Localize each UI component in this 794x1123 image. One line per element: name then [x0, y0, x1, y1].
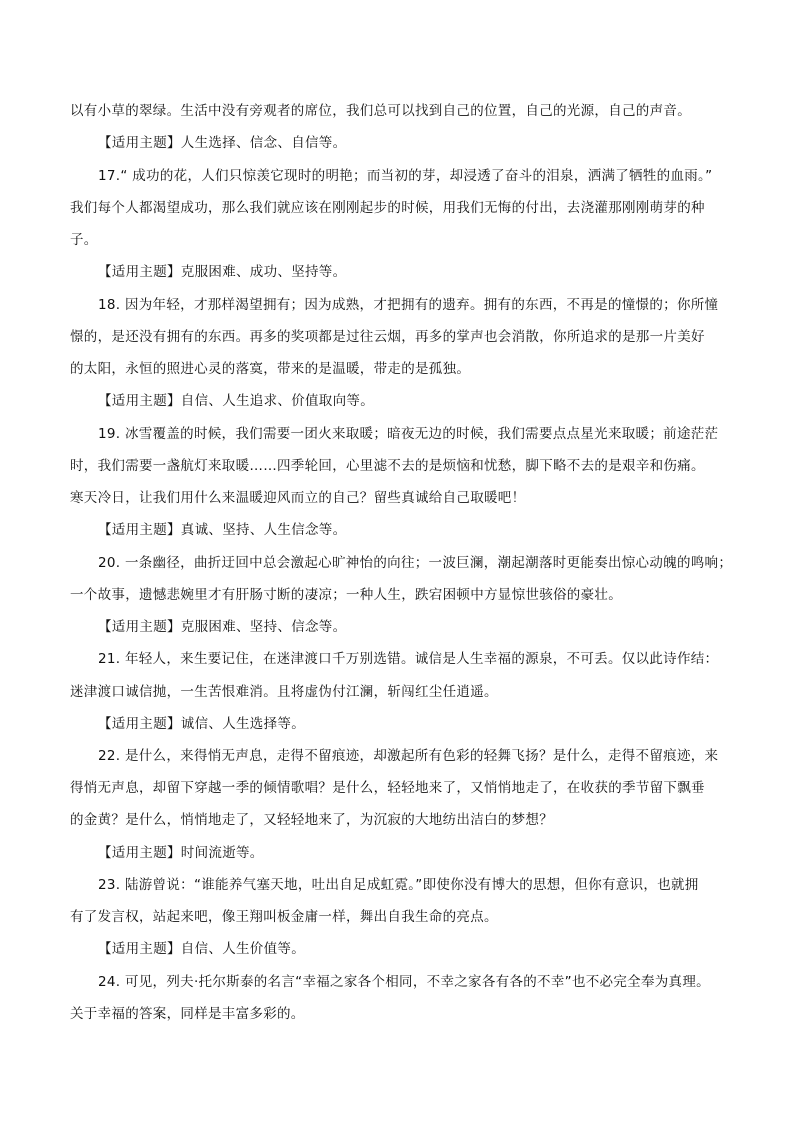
text-line: 一个故事，遗憾悲婉里才有肝肠寸断的凄凉；一种人生，跌宕困顿中方显惊世骇俗的豪壮。: [70, 587, 622, 603]
text-line: 以有小草的翠绿。生活中没有旁观者的席位，我们总可以找到自己的位置，自己的光源，自己的声音。: [70, 103, 691, 119]
quote-17-line: 17.“ 成功的花，人们只惊羡它现时的明艳；而当初的芽，却浸透了奋斗的泪泉，洒满了牺牲的血雨。”: [98, 168, 713, 184]
theme-label: 【适用主题】真诚、坚持、人生信念等。: [98, 522, 347, 538]
text-line: 关于幸福的答案，同样是丰富多彩的。: [70, 1006, 305, 1022]
quote-19-line: 19. 冰雪覆盖的时候，我们需要一团火来取暖；暗夜无边的时候，我们需要点点星光来取暖；前途茫茫: [98, 426, 719, 442]
quote-22-line: 22. 是什么，来得悄无声息，走得不留痕迹，却激起所有色彩的轻舞飞扬？是什么，走得不留痕迹，来: [98, 748, 719, 764]
text-line: 的金黄？是什么，悄悄地走了，又轻轻地来了，为沉寂的大地纺出洁白的梦想？: [70, 812, 553, 828]
text-line: 我们每个人都渴望成功，那么我们就应该在刚刚起步的时候，用我们无悔的付出，去浇灌那刚刚萌芽的种: [70, 200, 705, 216]
text-line: 子。: [70, 232, 98, 248]
text-line: 迷津渡口诚信抛，一生苦恨难消。且将虚伪付江澜，斩闯红尘任逍遥。: [70, 684, 498, 700]
theme-label: 【适用主题】诚信、人生选择等。: [98, 716, 305, 732]
theme-label: 【适用主题】时间流逝等。: [98, 845, 264, 861]
theme-label: 【适用主题】克服困难、坚持、信念等。: [98, 619, 347, 635]
theme-label: 【适用主题】自信、人生追求、价值取向等。: [98, 393, 374, 409]
text-line: 憬的，是还没有拥有的东西。再多的奖项都是过往云烟，再多的掌声也会消散，你所追求的是那一片美好: [70, 329, 705, 345]
quote-21-line: 21. 年轻人，来生要记住，在迷津渡口千万别选错。诚信是人生幸福的源泉，不可丢。仅以此诗作结：: [98, 651, 719, 667]
text-line: 的太阳，永恒的照进心灵的落寞，带来的是温暖，带走的是孤独。: [70, 361, 471, 377]
quote-18-line: 18. 因为年轻，才那样渴望拥有；因为成熟，才把拥有的遗弃。拥有的东西，不再是的憧憬的；你所憧: [98, 297, 719, 313]
quote-24-line: 24. 可见，列夫·托尔斯泰的名言“幸福之家各个相同，不幸之家各有各的不幸”也不必完全奉为真理。: [98, 974, 710, 990]
theme-label: 【适用主题】克服困难、成功、坚持等。: [98, 264, 347, 280]
text-line: 得悄无声息，却留下穿越一季的倾情歌唱？是什么，轻轻地来了，又悄悄地走了，在收获的季节留下飘垂: [70, 780, 705, 796]
text-line: 有了发言权，站起来吧，像王翔叫板金庸一样，舞出自我生命的亮点。: [70, 909, 498, 925]
theme-label: 【适用主题】自信、人生价值等。: [98, 941, 305, 957]
text-line: 时，我们需要一盏航灯来取暖……四季轮回，心里滤不去的是烦恼和忧愁，脚下略不去的是艰辛和伤痛。: [70, 458, 705, 474]
quote-23-line: 23. 陆游曾说：“谁能养气塞天地，吐出自足成虹霓。”即使你没有博大的思想，但你有意识，也就拥: [98, 877, 699, 893]
theme-label: 【适用主题】人生选择、信念、自信等。: [98, 135, 347, 151]
text-line: 寒天冷日，让我们用什么来温暖迎风而立的自己？留些真诚给自己取暖吧！: [70, 490, 526, 506]
quote-20-line: 20. 一条幽径，曲折迂回中总会激起心旷神怡的向往；一波巨澜，潮起潮落时更能奏出惊心动魄的鸣响；: [98, 555, 733, 571]
